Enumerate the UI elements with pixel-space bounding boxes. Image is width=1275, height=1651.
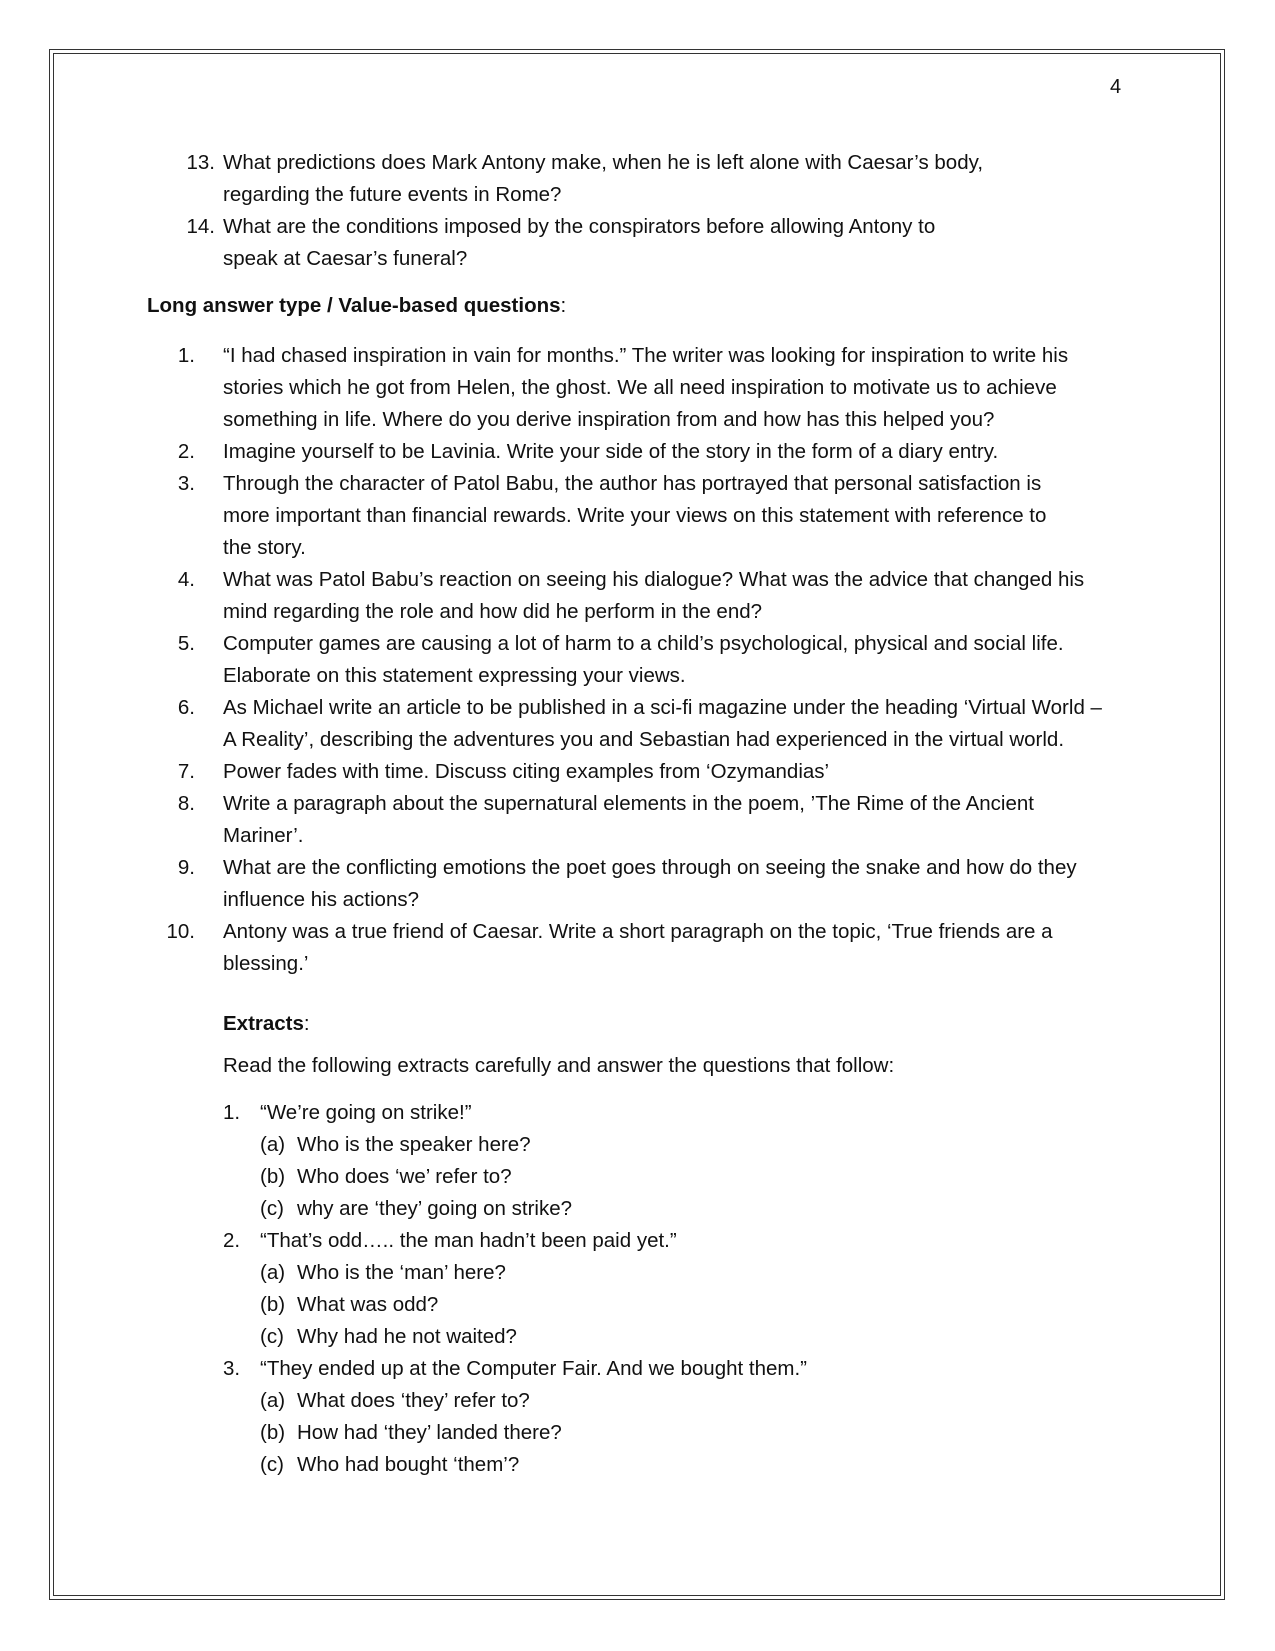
short-questions-list bbox=[175, 147, 1075, 275]
list-item bbox=[175, 852, 1105, 916]
extract-number: 3. bbox=[223, 1357, 241, 1380]
sub-label: (b) bbox=[260, 1293, 286, 1316]
question-number: 4. bbox=[177, 568, 195, 591]
question-text: Computer games are causing a lot of harm to a child’s psychological, physical and social life. Elaborate on this statement expressing your views. bbox=[223, 632, 1064, 687]
question-number: 6. bbox=[177, 696, 195, 719]
sub-label: (a) bbox=[260, 1261, 286, 1284]
question-text: Imagine yourself to be Lavinia. Write your side of the story in the form of a diary entry. bbox=[223, 440, 999, 463]
extract-item bbox=[223, 1097, 1103, 1129]
list-item bbox=[175, 211, 1075, 275]
list-item bbox=[175, 468, 1105, 564]
question-text: Through the character of Patol Babu, the author has portrayed that personal satisfaction is more important than financial rewards. Write your views on this statement with reference to the story. bbox=[223, 472, 1047, 559]
sub-label: (a) bbox=[260, 1133, 286, 1156]
sub-question bbox=[223, 1417, 1103, 1449]
sub-label: (c) bbox=[260, 1325, 284, 1348]
sub-label: (c) bbox=[260, 1197, 284, 1220]
heading-text: Long answer type / Value-based questions bbox=[147, 294, 561, 317]
list-item bbox=[175, 147, 1075, 211]
sub-question bbox=[223, 1289, 1103, 1321]
heading-colon: : bbox=[560, 294, 567, 317]
sub-text: Who is the speaker here? bbox=[297, 1133, 531, 1156]
question-number: 1. bbox=[177, 344, 195, 367]
sub-text: How had ‘they’ landed there? bbox=[297, 1421, 562, 1444]
list-item bbox=[175, 756, 1105, 788]
question-text: What are the conflicting emotions the poet goes through on seeing the snake and how do they influence his actions? bbox=[223, 856, 1077, 911]
question-text: What was Patol Babu’s reaction on seeing his dialogue? What was the advice that changed his mind regarding the role and how did he perform in the end? bbox=[223, 568, 1085, 623]
list-item bbox=[175, 340, 1105, 436]
list-item bbox=[175, 692, 1105, 756]
question-text: “I had chased inspiration in vain for months.” The writer was looking for inspiration to write his stories which he got from Helen, the ghost. We all need inspiration to motivate us to achieve something in life. Where do you derive inspiration from and how has this helped you? bbox=[223, 344, 1069, 431]
question-number: 3. bbox=[177, 472, 195, 495]
sub-label: (c) bbox=[260, 1453, 284, 1476]
extract-quote: “They ended up at the Computer Fair. And we bought them.” bbox=[260, 1357, 807, 1380]
extract-item bbox=[223, 1225, 1103, 1257]
question-number: 13. bbox=[186, 151, 215, 174]
extract-number: 2. bbox=[223, 1229, 241, 1252]
question-text: Write a paragraph about the supernatural elements in the poem, ’The Rime of the Ancient Mariner’. bbox=[223, 792, 1034, 847]
question-number: 10. bbox=[166, 920, 195, 943]
sub-text: What does ‘they’ refer to? bbox=[297, 1389, 530, 1412]
long-questions-list bbox=[166, 340, 1105, 980]
question-number: 7. bbox=[177, 760, 195, 783]
sub-question bbox=[223, 1449, 1103, 1481]
question-text: What are the conditions imposed by the conspirators before allowing Antony to speak at Caesar’s funeral? bbox=[223, 215, 936, 270]
question-text: As Michael write an article to be published in a sci-fi magazine under the heading ‘Virtual World – A Reality’, describing the adventures you and Sebastian had experienced in the virtual world. bbox=[223, 696, 1102, 751]
question-text: Power fades with time. Discuss citing examples from ‘Ozymandias’ bbox=[223, 760, 830, 783]
question-number: 8. bbox=[177, 792, 195, 815]
sub-question bbox=[223, 1193, 1103, 1225]
sub-label: (b) bbox=[260, 1421, 286, 1444]
extract-quote: “That’s odd….. the man hadn’t been paid yet.” bbox=[260, 1229, 677, 1252]
sub-question bbox=[223, 1385, 1103, 1417]
sub-question bbox=[223, 1257, 1103, 1289]
sub-question bbox=[223, 1129, 1103, 1161]
sub-question bbox=[223, 1161, 1103, 1193]
question-text: What predictions does Mark Antony make, when he is left alone with Caesar’s body, regarding the future events in Rome? bbox=[223, 151, 984, 206]
heading-colon: : bbox=[303, 1012, 310, 1035]
list-item bbox=[175, 564, 1105, 628]
section-heading-long-answer bbox=[147, 290, 566, 322]
sub-question bbox=[223, 1321, 1103, 1353]
question-number: 14. bbox=[186, 215, 215, 238]
sub-text: Why had he not waited? bbox=[297, 1325, 517, 1348]
sub-text: Who is the ‘man’ here? bbox=[297, 1261, 506, 1284]
sub-text: What was odd? bbox=[297, 1293, 439, 1316]
extract-quote: “We’re going on strike!” bbox=[260, 1101, 472, 1124]
question-text: Antony was a true friend of Caesar. Write a short paragraph on the topic, ‘True friends are a blessing.’ bbox=[223, 920, 1053, 975]
heading-text: Extracts bbox=[223, 1012, 304, 1035]
section-heading-extracts bbox=[223, 1008, 310, 1040]
extract-number: 1. bbox=[223, 1101, 241, 1124]
page-number: 4 bbox=[1110, 76, 1122, 98]
list-item bbox=[175, 436, 1105, 468]
sub-text: Who does ‘we’ refer to? bbox=[297, 1165, 512, 1188]
extracts-instruction: Read the following extracts carefully and answer the questions that follow: bbox=[223, 1054, 895, 1077]
question-number: 5. bbox=[177, 632, 195, 655]
sub-label: (a) bbox=[260, 1389, 286, 1412]
extracts-list bbox=[223, 1097, 1103, 1481]
sub-label: (b) bbox=[260, 1165, 286, 1188]
list-item bbox=[175, 788, 1105, 852]
list-item bbox=[175, 628, 1105, 692]
list-item bbox=[166, 916, 1105, 980]
sub-text: Who had bought ‘them’? bbox=[297, 1453, 520, 1476]
question-number: 9. bbox=[177, 856, 195, 879]
sub-text: why are ‘they’ going on strike? bbox=[297, 1197, 572, 1220]
question-number: 2. bbox=[177, 440, 195, 463]
extract-item bbox=[223, 1353, 1103, 1385]
